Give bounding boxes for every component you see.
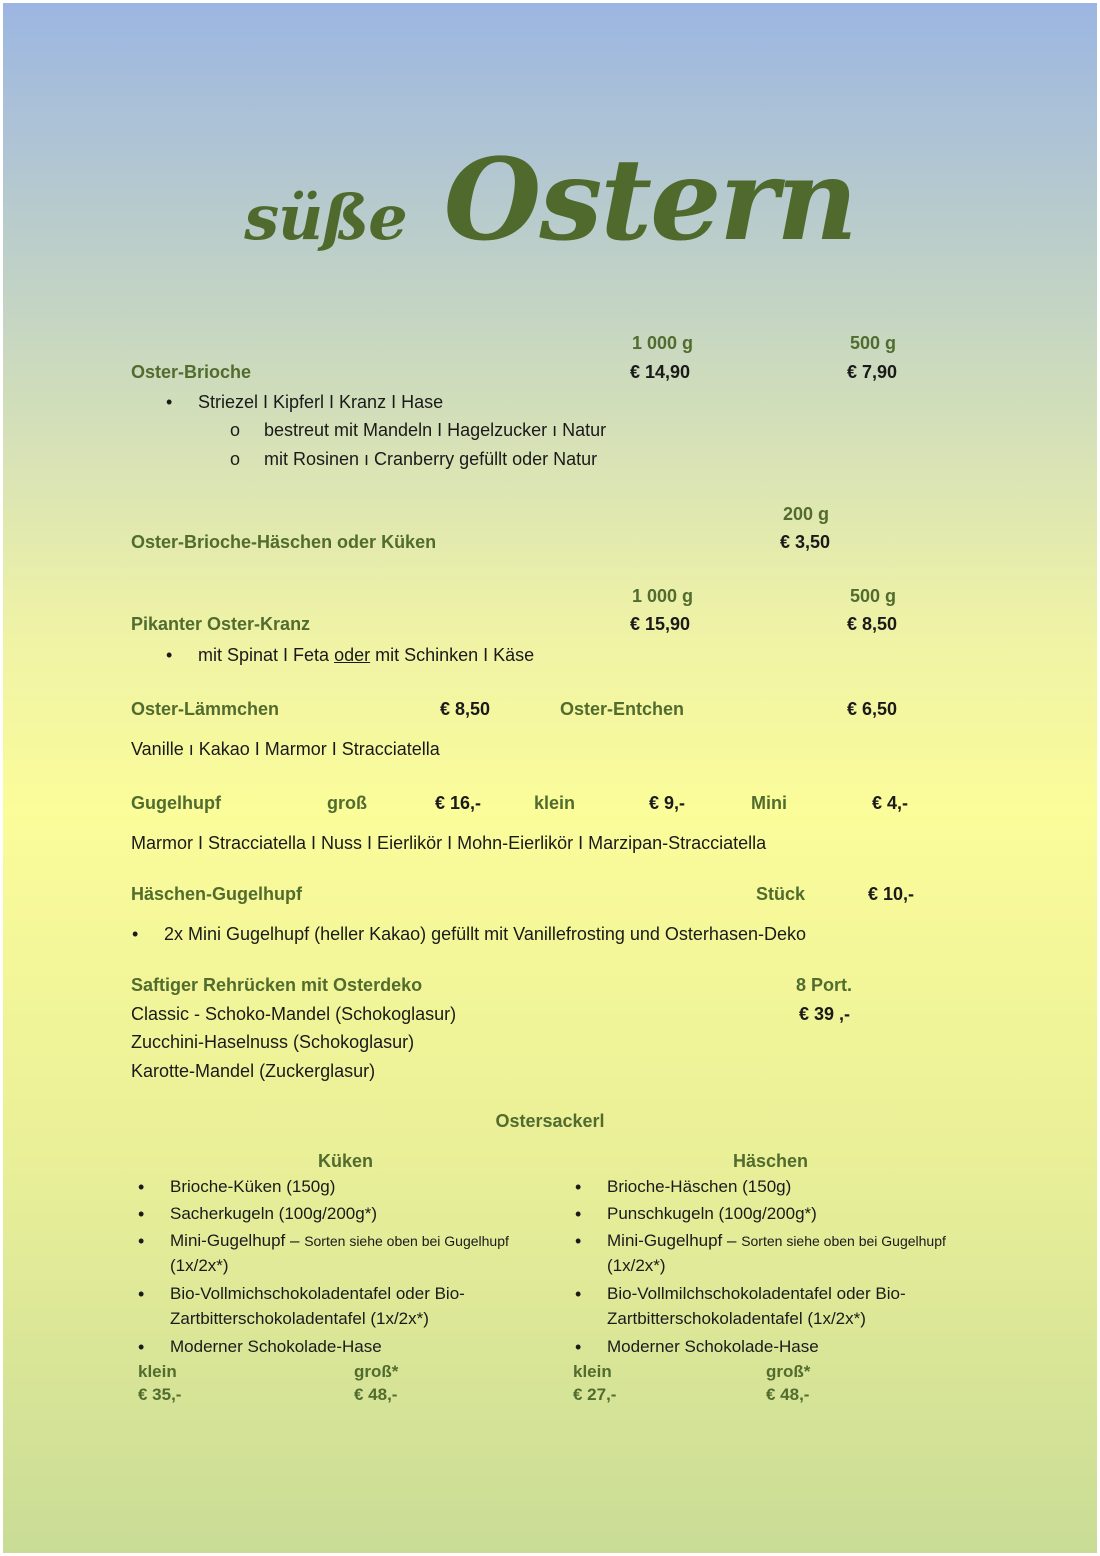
kranz-bullet-c: mit Schinken I Käse [370, 645, 535, 665]
haeschen-gugelhupf-name: Häschen-Gugelhupf [131, 884, 303, 904]
brioche-size-2: 500 g [850, 333, 897, 353]
rehruecken-variant-1: Classic - Schoko-Mandel (Schokoglasur) [131, 1004, 457, 1024]
laemmchen-flavors: Vanille ı Kakao I Marmor I Stracciatella [131, 739, 440, 759]
sackerl-heading: Ostersackerl [495, 1111, 605, 1131]
sackerl-haeschen-item-3 [607, 1231, 946, 1251]
rehruecken-price: € 39 ,- [799, 1004, 851, 1024]
laemmchen-price: € 8,50 [440, 699, 491, 719]
gugelhupf-label-gross: groß [327, 793, 367, 813]
haeschen-gugelhupf-price: € 10,- [868, 884, 915, 904]
gugelhupf-flavors: Marmor I Stracciatella I Nuss I Eierlikör I Mohn-Eierlikör I Marzipan-Stracciatella [131, 833, 767, 853]
brioche-sub-2: o mit Rosinen ı Cranberry gefüllt oder Natur [264, 449, 597, 470]
sackerl-haeschen-item-3-dash: – [722, 1231, 742, 1250]
sackerl-haeschen-item-4-line-2: Zartbitterschokoladentafel (1x/2x*) [607, 1309, 866, 1328]
kueken-item-4: • Bio-Vollmichschokoladentafel oder Bio- [170, 1284, 465, 1304]
kueken-item-2: • Sacherkugeln (100g/200g*) [170, 1204, 377, 1224]
gugelhupf-label-mini: Mini [751, 793, 787, 813]
laemmchen-name: Oster-Lämmchen [131, 699, 280, 719]
haeschen-gugelhupf-unit: Stück [756, 884, 806, 904]
sackerl-haeschen-klein-label: klein [573, 1362, 612, 1381]
entchen-price: € 6,50 [847, 699, 898, 719]
kueken-item-3 [170, 1231, 509, 1251]
page-title [0, 135, 1100, 266]
sackerl-haeschen-gross-label: groß* [766, 1362, 811, 1381]
kueken-item-3-label: Mini-Gugelhupf [170, 1231, 286, 1250]
kueken-gross-label: groß* [354, 1362, 399, 1381]
kueken-title: Küken [318, 1151, 374, 1171]
sackerl-haeschen-item-3-line-2: (1x/2x*) [607, 1256, 666, 1275]
kranz-bullet-or: oder [334, 645, 371, 665]
kranz-bullet [198, 645, 534, 666]
sackerl-haeschen-title: Häschen [733, 1151, 809, 1171]
sackerl-haeschen-gross-price: € 48,- [766, 1385, 810, 1404]
title-main: Ostern [443, 135, 856, 266]
gugelhupf-name: Gugelhupf [131, 793, 221, 813]
kueken-item-5: • Moderner Schokolade-Hase [170, 1337, 382, 1357]
kueken-gross-price: € 48,- [354, 1385, 398, 1404]
kueken-klein-price: € 35,- [138, 1385, 182, 1404]
gugelhupf-price-klein: € 9,- [649, 793, 686, 813]
gugelhupf-price-mini: € 4,- [872, 793, 909, 813]
sackerl-haeschen-item-3-note: Sorten siehe oben bei Gugelhupf [741, 1233, 946, 1249]
kueken-item-3-line-2: (1x/2x*) [170, 1256, 229, 1275]
kranz-size-1: 1 000 g [632, 586, 694, 606]
kueken-klein-label: klein [138, 1362, 177, 1381]
kueken-item-4-line-2: Zartbitterschokoladentafel (1x/2x*) [170, 1309, 429, 1328]
haeschen-price: € 3,50 [780, 532, 831, 552]
sackerl-haeschen-item-4: • Bio-Vollmilchschokoladentafel oder Bio- [607, 1284, 906, 1304]
kranz-price-1: € 15,90 [630, 614, 691, 634]
entchen-name: Oster-Entchen [560, 699, 685, 719]
brioche-size-1: 1 000 g [632, 333, 694, 353]
brioche-name: Oster-Brioche [131, 362, 252, 382]
sackerl-haeschen-item-3-label: Mini-Gugelhupf [607, 1231, 723, 1250]
sackerl-haeschen-item-5: • Moderner Schokolade-Hase [607, 1337, 819, 1357]
kranz-price-2: € 8,50 [847, 614, 898, 634]
gugelhupf-price-gross: € 16,- [435, 793, 482, 813]
brioche-price-1: € 14,90 [630, 362, 691, 382]
rehruecken-variant-2: Zucchini-Haselnuss (Schokoglasur) [131, 1032, 415, 1052]
rehruecken-name: Saftiger Rehrücken mit Osterdeko [131, 975, 423, 995]
brioche-bullet: • Striezel I Kipferl I Kranz I Hase [198, 392, 443, 413]
kranz-name: Pikanter Oster-Kranz [131, 614, 311, 634]
gugelhupf-label-klein: klein [534, 793, 576, 813]
title-small: süße [244, 181, 407, 254]
kueken-item-3-note: Sorten siehe oben bei Gugelhupf [304, 1233, 509, 1249]
haeschen-name: Oster-Brioche-Häschen oder Küken [131, 532, 437, 552]
rehruecken-variant-3: Karotte-Mandel (Zuckerglasur) [131, 1061, 376, 1081]
haeschen-gugelhupf-bullet: • 2x Mini Gugelhupf (heller Kakao) gefüllt mit Vanillefrosting und Osterhasen-Deko [164, 924, 806, 945]
kueken-item-1: • Brioche-Küken (150g) [170, 1177, 335, 1197]
rehruecken-portions: 8 Port. [796, 975, 853, 995]
sackerl-haeschen-item-2: • Punschkugeln (100g/200g*) [607, 1204, 817, 1224]
haeschen-size: 200 g [783, 504, 830, 524]
brioche-sub-1: o bestreut mit Mandeln I Hagelzucker ı Natur [264, 420, 606, 441]
sackerl-haeschen-item-1: • Brioche-Häschen (150g) [607, 1177, 791, 1197]
sackerl-haeschen-klein-price: € 27,- [573, 1385, 617, 1404]
brioche-price-2: € 7,90 [847, 362, 898, 382]
kueken-item-3-dash: – [285, 1231, 305, 1250]
kranz-size-2: 500 g [850, 586, 897, 606]
kranz-bullet-a: mit Spinat I Feta [198, 645, 335, 665]
